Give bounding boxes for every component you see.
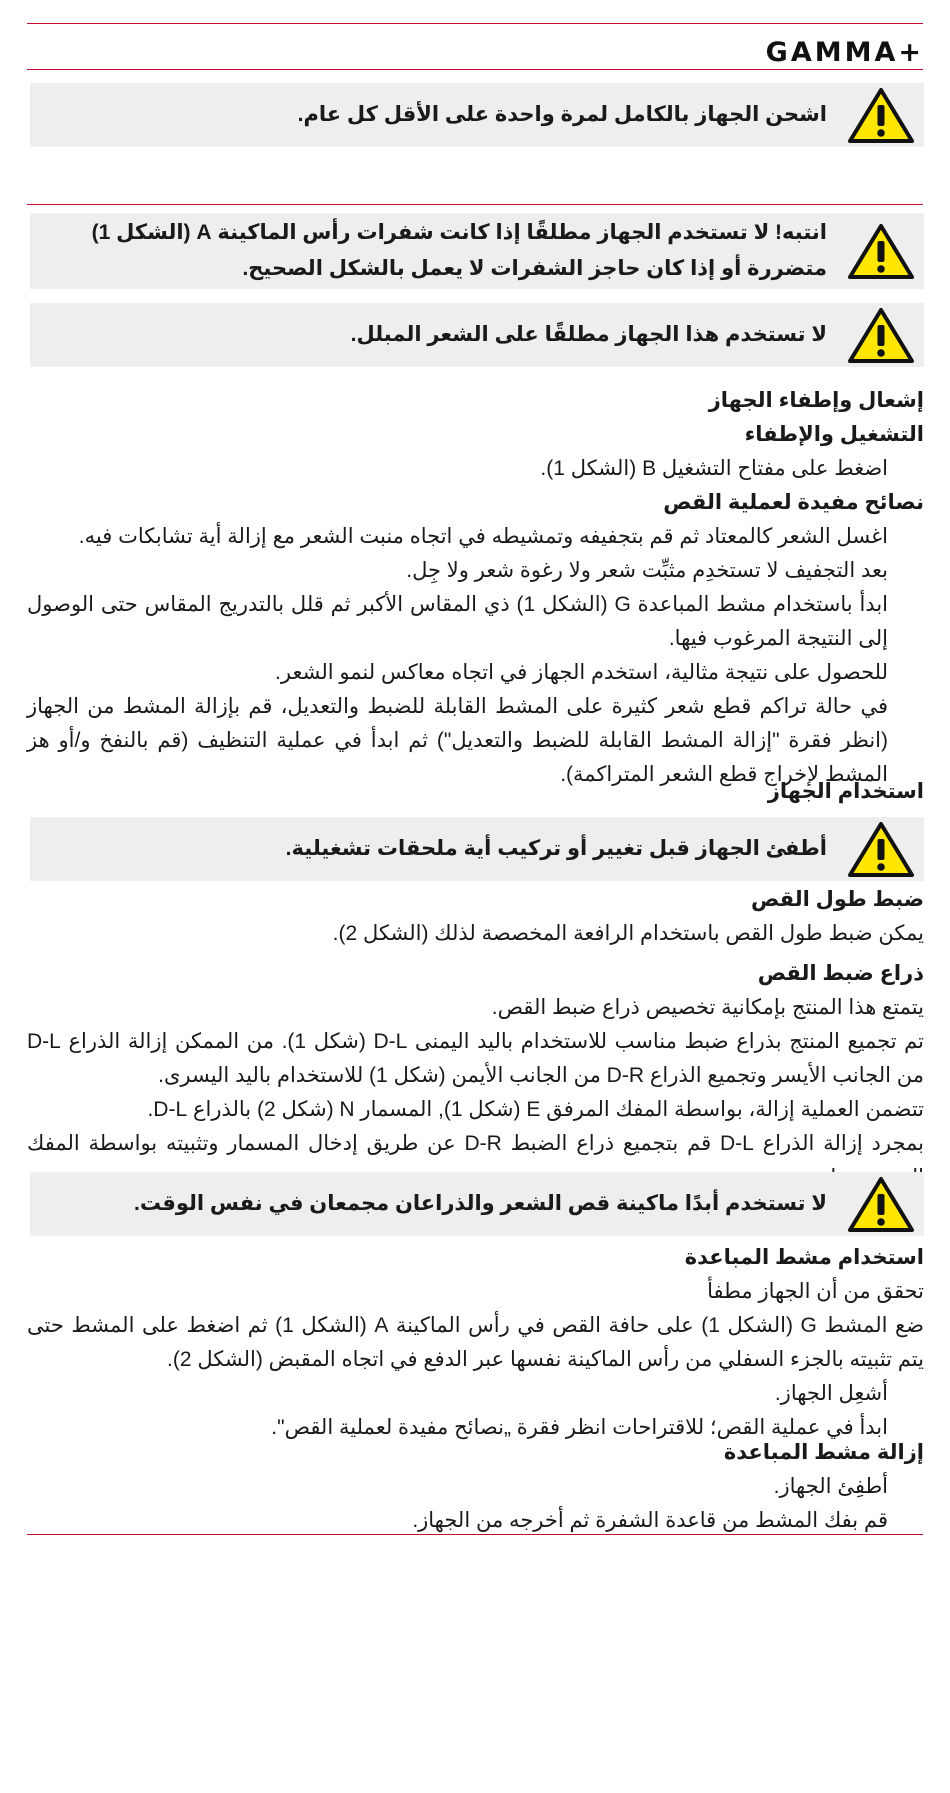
header-rule <box>27 69 923 70</box>
lever-paragraph: يتمتع هذا المنتج بإمكانية تخصيص ذراع ضبط القص. <box>491 996 924 1019</box>
warning-box-attachments <box>30 817 924 881</box>
warning-triangle-icon <box>846 221 916 281</box>
comb-use-step: ابدأ في عملية القص؛ للاقتراحات انظر فقرة „نصائح مفيدة لعملية القص". <box>271 1416 888 1439</box>
subsection-heading: التشغيل والإطفاء <box>744 423 924 446</box>
power-instruction: اضغط على مفتاح التشغيل B (الشكل 1). <box>540 457 888 480</box>
comb-remove-step: أطفِئ الجهاز. <box>773 1475 888 1498</box>
top-rule <box>27 23 923 24</box>
tip-item: للحصول على نتيجة مثالية، استخدم الجهاز في اتجاه معاكس لنمو الشعر. <box>275 661 888 684</box>
warning-triangle-icon <box>846 85 916 145</box>
warning-text: اشحن الجهاز بالكامل لمرة واحدة على الأقل كل عام. <box>297 103 827 126</box>
tips-section <box>27 486 924 792</box>
lever-paragraph: تتضمن العملية إزالة، بواسطة المفك المرفق E (شكل 1), المسمار N (شكل 2) بالذراع D-L. <box>147 1098 924 1121</box>
usage-section <box>27 775 924 809</box>
tip-item: بعد التجفيف لا تستخدِم مثبِّت شعر ولا رغوة شعر ولا جِل. <box>406 559 888 582</box>
bottom-rule <box>27 1534 923 1535</box>
warning-triangle-icon <box>846 1174 916 1234</box>
comb-use-step: أشعِل الجهاز. <box>774 1382 888 1405</box>
warning-text: لا تستخدم أبدًا ماكينة قص الشعر والذراعان مجمعان في نفس الوقت. <box>134 1192 827 1215</box>
warning-box-blades <box>30 213 924 289</box>
section-rule <box>27 204 923 205</box>
warning-box-charge <box>30 83 924 147</box>
brand-logo: GAMMA+ <box>765 37 924 68</box>
comb-remove-section <box>27 1436 924 1538</box>
section-heading: ضبط طول القص <box>750 888 924 911</box>
warning-text: لا تستخدم هذا الجهاز مطلقًا على الشعر المبلل. <box>350 323 827 346</box>
section-heading: إشعال وإطفاء الجهاز <box>708 389 924 412</box>
warning-triangle-icon <box>846 305 916 365</box>
section-heading: استخدام الجهاز <box>767 780 924 803</box>
warning-box-wet-hair <box>30 303 924 367</box>
warning-triangle-icon <box>846 819 916 879</box>
lever-paragraph: تم تجميع المنتج بذراع ضبط مناسب للاستخدام باليد اليمنى D-L (شكل 1). من الممكن إزالة الذراع D-L من الجانب الأيسر وتجميع الذراع D-R من الجانب الأيمن (شكل 1) للاستخدام باليد اليسرى. <box>27 1030 924 1087</box>
tip-item: في حالة تراكم قطع شعر كثيرة على المشط القابلة للضبط والتعديل، قم بإزالة المشط من الجهاز (انظر فقرة "إزالة المشط القابلة للضبط والتعديل") ثم ابدأ في عملية التنظيف (قم بالنفخ و/أو هز المشط لإخراج قطع الشعر المتراكمة). <box>27 695 888 786</box>
warning-text: انتبه! لا تستخدم الجهاز مطلقًا إذا كانت شفرات رأس الماكينة A (الشكل 1) متضررة أو إذا كان حاجز الشفرات لا يعمل بالشكل الصحيح. <box>91 221 827 280</box>
warning-box-arms <box>30 1172 924 1236</box>
comb-remove-step: قم بفك المشط من قاعدة الشفرة ثم أخرجه من الجهاز. <box>412 1509 888 1532</box>
comb-use-paragraph: ضع المشط G (الشكل 1) على حافة القص في رأس الماكينة A (الشكل 1) ثم اضغط على المشط حتى يتم تثبيته بالجزء السفلي من رأس الماكينة نفسها عبر الدفع في اتجاه المقبض (الشكل 2). <box>27 1314 924 1371</box>
warning-text: أطفئ الجهاز قبل تغيير أو تركيب أية ملحقات تشغيلية. <box>285 837 827 860</box>
section-heading: نصائح مفيدة لعملية القص <box>663 491 924 514</box>
power-section <box>27 384 924 486</box>
comb-use-section <box>27 1241 924 1445</box>
section-heading: استخدام مشط المباعدة <box>684 1246 924 1269</box>
section-heading: إزالة مشط المباعدة <box>723 1441 924 1464</box>
comb-use-paragraph: تحقق من أن الجهاز مطفأ <box>707 1280 924 1303</box>
cut-length-section <box>27 883 924 1195</box>
tip-item: اغسل الشعر كالمعتاد ثم قم بتجفيفه وتمشيطه في اتجاه منبت الشعر مع إزالة أية تشابكات فيه. <box>78 525 888 548</box>
cut-length-text: يمكن ضبط طول القص باستخدام الرافعة المخصصة لذلك (الشكل 2). <box>332 922 924 945</box>
section-heading: ذراع ضبط القص <box>757 962 924 985</box>
lever-paragraph: بمجرد إزالة الذراع D-L قم بتجميع ذراع الضبط D-R عن طريق إدخال المسمار وتثبيته بواسطة المفك <box>27 1132 924 1155</box>
tip-item: ابدأ باستخدام مشط المباعدة G (الشكل 1) ذي المقاس الأكبر ثم قلل بالتدريج المقاس حتى الوصول إلى النتيجة المرغوب فيها. <box>27 593 889 650</box>
